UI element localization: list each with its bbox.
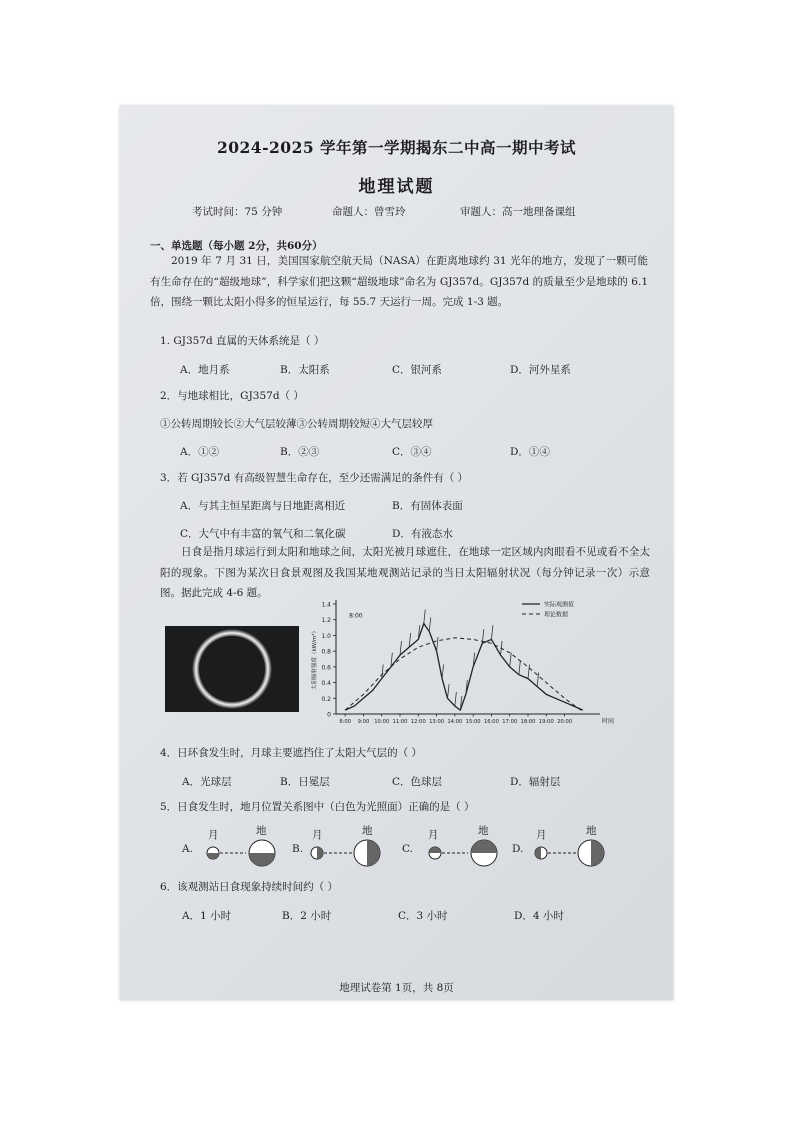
question-4-option-d[interactable]: D．辐射层 <box>510 776 561 788</box>
option-b-moon-label: 月 <box>312 829 323 841</box>
series-observed-spike <box>519 661 521 675</box>
option-b-letter: B. <box>292 843 304 855</box>
section-heading: 一、单选题（每小题 2分，共60分） <box>150 240 323 252</box>
y-tick-label: 0 <box>327 711 331 719</box>
question-3-option-d[interactable]: D．有液态水 <box>392 528 453 540</box>
series-observed-spike <box>437 637 439 651</box>
x-tick-label: 8:00 <box>339 719 351 725</box>
series-observed-line <box>345 624 583 711</box>
moon-shade <box>429 847 441 853</box>
x-tick-label: 19:00 <box>538 719 554 725</box>
option-d-letter: D. <box>512 843 524 855</box>
question-3-option-b[interactable]: B．有固体表面 <box>392 500 463 512</box>
question-6-option-a[interactable]: A．1 小时 <box>182 910 232 922</box>
page-footer: 地理试卷第 1页，共 8页 <box>339 982 454 994</box>
x-tick-label: 12:00 <box>410 719 426 725</box>
question-4-option-b[interactable]: B．日冕层 <box>280 776 330 788</box>
legend-observed-label: 实际观测值 <box>544 601 575 609</box>
question-3-option-a[interactable]: A．与其主恒星距离与日地距离相近 <box>180 500 346 512</box>
y-tick-label: 0.8 <box>321 648 331 656</box>
x-tick-label: 20:00 <box>557 719 573 725</box>
question-2-stem: 2．与地球相比，GJ357d（ ） <box>160 390 304 402</box>
question-1-stem: 1. GJ357d 直属的天体系统是（ ） <box>160 335 325 347</box>
moon-shade <box>207 853 219 859</box>
question-5-stem: 5．日食发生时，地月位置关系图中（白色为光照面）正确的是（ ） <box>160 801 475 813</box>
option-d-diagram <box>512 828 622 868</box>
moon-shade <box>317 847 323 859</box>
series-observed-spike <box>491 625 493 639</box>
y-tick-label: 1.4 <box>321 601 331 609</box>
question-5-option-d[interactable] <box>512 825 622 868</box>
option-d-moon-label: 月 <box>536 829 547 841</box>
option-c-moon-label: 月 <box>428 829 439 841</box>
solar-radiation-chart <box>306 594 616 732</box>
question-2-option-a[interactable]: A．①② <box>180 446 220 458</box>
question-4-stem: 4．日环食发生时，月球主要遮挡住了太阳大气层的（ ） <box>160 747 423 759</box>
question-2-option-b[interactable]: B．②③ <box>280 446 320 458</box>
option-a-earth-label: 地 <box>256 825 267 837</box>
passage-1: 2019 年 7 月 31 日，美国国家航空航天局（NASA）在距离地球约 31 光年的地方，发现了一颗可能有生命存在的“超级地球”，科学家们把这颗“超级地球”命名为 GJ357d。GJ357d 的质量至少是地球的 6.1倍，围绕一颗比太阳小得多的恒星运行，每 55.7 天运行一周。完成 1-3 题。 <box>150 255 648 308</box>
chart-annotation: 8:00 <box>349 612 363 620</box>
y-tick-label: 1.2 <box>321 617 331 625</box>
question-6-option-d[interactable]: D．4 小时 <box>514 910 564 922</box>
exam-subtitle: 地理试题 <box>358 177 435 197</box>
question-6-stem: 6．该观测站日食现象持续时间约（ ） <box>160 881 339 893</box>
series-observed-spike <box>400 641 402 655</box>
x-tick-label: 14:00 <box>447 719 463 725</box>
question-6-option-b[interactable]: B．2 小时 <box>282 910 332 922</box>
passage-2: 日食是指月球运行到太阳和地球之间，太阳光被月球遮住，在地球一定区域内肉眼看不见或看不全太阳的现象。下图为某次日食景观图及我国某地观测站记录的当日太阳辐射状况（每分钟记录一次）示意图。据此完成 4-6 题。 <box>160 546 650 599</box>
x-tick-label: 18:00 <box>520 719 536 725</box>
question-1-option-c[interactable]: C．银河系 <box>392 364 443 376</box>
moon-disc <box>199 636 265 702</box>
option-a-moon-label: 月 <box>208 829 219 841</box>
question-2-option-c[interactable]: C．③④ <box>392 446 432 458</box>
option-a-diagram <box>182 828 292 868</box>
earth-shade <box>471 840 497 853</box>
series-observed-spike <box>409 633 411 647</box>
option-c-letter: C. <box>402 843 413 855</box>
y-tick-label: 1.0 <box>321 632 331 640</box>
x-tick-label: 9:00 <box>357 719 370 725</box>
series-observed-spike <box>429 617 431 631</box>
y-tick-label: 0.4 <box>321 680 331 688</box>
exam-title: 2024-2025 学年第一学期揭东二中高一期中考试 <box>216 138 577 157</box>
exam-time: 考试时间：75 分钟 <box>192 206 283 218</box>
option-c-earth-label: 地 <box>478 825 489 837</box>
question-4-option-c[interactable]: C．色球层 <box>392 776 443 788</box>
option-b-diagram <box>292 828 402 868</box>
exam-setter: 命题人：曾雪玲 <box>332 206 406 218</box>
exam-paper <box>120 106 673 1000</box>
y-axis-label: 太阳辐射强度（kW/m²） <box>312 627 318 691</box>
question-2-option-d[interactable]: D．①④ <box>510 446 550 458</box>
question-1-option-d[interactable]: D．河外星系 <box>510 364 571 376</box>
series-observed-spike <box>528 665 530 679</box>
question-3-option-c[interactable]: C．大气中有丰富的氧气和二氧化碳 <box>180 528 346 540</box>
question-2-statements: ①公转周期较长②大气层较薄③公转周期较短④大气层较厚 <box>160 418 433 430</box>
series-observed-spike <box>448 684 450 698</box>
question-1-option-b[interactable]: B．太阳系 <box>280 364 330 376</box>
question-5-option-b[interactable] <box>292 825 402 868</box>
annular-eclipse-photo <box>165 626 299 712</box>
x-tick-label: 10:00 <box>374 719 390 725</box>
option-c-diagram <box>402 828 512 868</box>
option-a-letter: A. <box>182 843 193 855</box>
series-observed-spike <box>442 665 444 679</box>
option-b-earth-label: 地 <box>362 825 373 837</box>
series-observed-spike <box>510 653 512 667</box>
x-tick-label: 15:00 <box>465 719 481 725</box>
question-3-stem: 3．若 GJ357d 有高级智慧生命存在，至少还需满足的条件有（ ） <box>160 472 469 484</box>
question-1-option-a[interactable]: A．地月系 <box>180 364 230 376</box>
option-d-earth-label: 地 <box>586 825 597 837</box>
earth-shade <box>367 840 380 866</box>
x-tick-label: 16:00 <box>483 719 499 725</box>
earth-shade <box>249 853 275 866</box>
y-tick-label: 0.2 <box>321 695 331 703</box>
exam-reviewer: 审题人：高一地理备课组 <box>460 206 576 218</box>
x-tick-label: 17:00 <box>502 719 518 725</box>
question-6-option-c[interactable]: C．3 小时 <box>398 910 448 922</box>
x-axis-label: 时间 <box>602 718 615 725</box>
question-4-option-a[interactable]: A．光球层 <box>182 776 232 788</box>
moon-shade <box>535 847 541 859</box>
y-tick-label: 0.6 <box>321 664 331 672</box>
earth-shade <box>591 840 604 866</box>
annular-eclipse-image <box>165 626 299 712</box>
series-observed-spike <box>455 692 457 706</box>
question-5-option-c[interactable] <box>402 825 512 868</box>
question-5-option-a[interactable] <box>182 825 292 868</box>
series-observed-spike <box>424 610 426 624</box>
legend-theoretical-label: 理论数据 <box>544 611 569 619</box>
x-tick-label: 13:00 <box>429 719 445 725</box>
x-tick-label: 11:00 <box>392 719 408 725</box>
